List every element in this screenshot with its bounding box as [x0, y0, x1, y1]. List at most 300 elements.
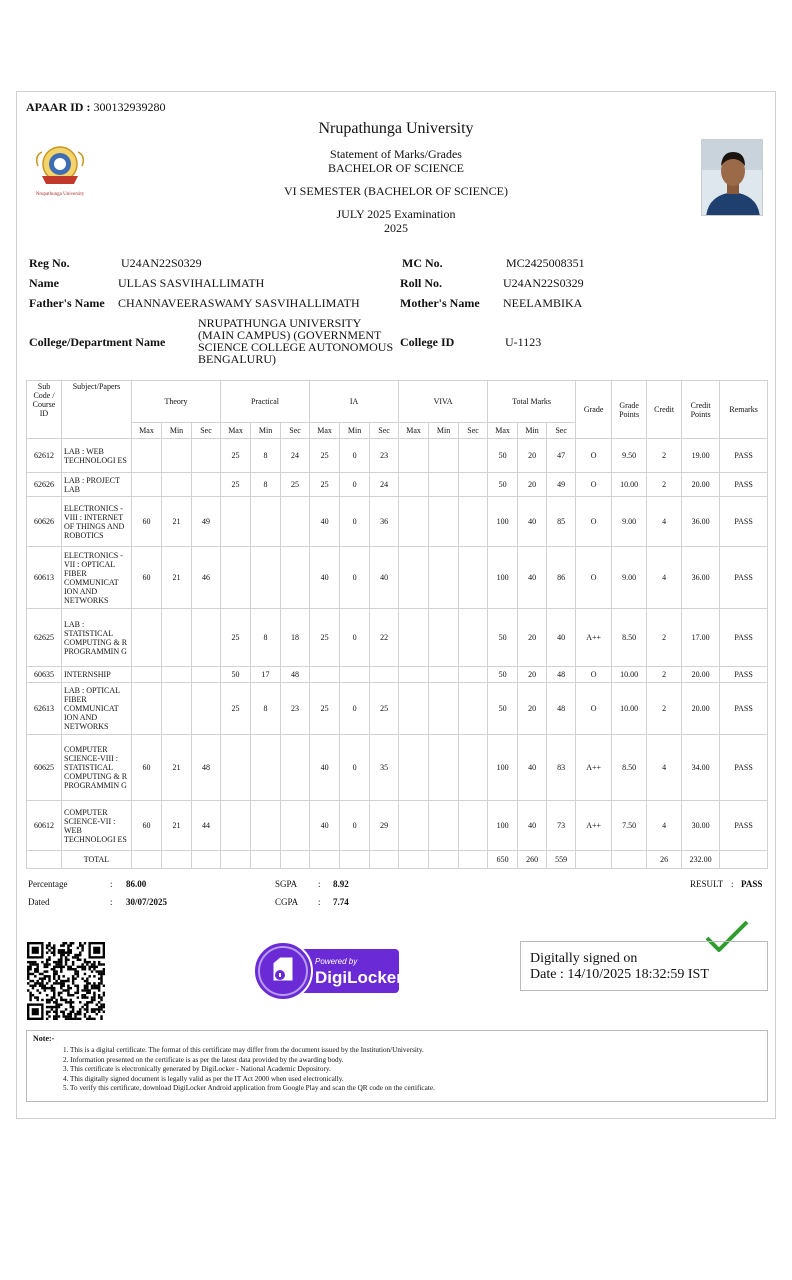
statement-title: Statement of Marks/Grades	[330, 147, 462, 161]
note-item: 5. To verify this certificate, download DigiLocker Android application from Google Play and scan the QR code on the certificate.	[63, 1084, 435, 1092]
cell-pr-cell: 25	[221, 473, 251, 497]
cell-ia-cell: 25	[370, 683, 399, 735]
apaar-value: 300132939280	[93, 100, 166, 114]
subheader-max: Max	[310, 423, 340, 439]
cell-ia-cell: 40	[370, 547, 399, 609]
reg-no-label: Reg No.	[29, 256, 70, 270]
cell-vv-cell	[429, 473, 459, 497]
exam-year: 2025	[384, 221, 408, 235]
cell-vv-cell	[459, 667, 488, 683]
cell-empty	[340, 851, 370, 869]
degree-name: BACHELOR OF SCIENCE	[327, 161, 464, 175]
cell-ia-cell: 40	[310, 547, 340, 609]
cell-th-cell	[132, 667, 162, 683]
digilocker-powered-by: Powered by	[315, 957, 358, 966]
cell-vv-cell	[399, 735, 429, 801]
digital-signature-box	[520, 941, 768, 991]
name-label: Name	[29, 276, 59, 290]
cell-subject: COMPUTER SCIENCE-VII : WEB TECHNOLOGI ES	[62, 801, 132, 851]
cell-th-cell	[132, 683, 162, 735]
cell-code: 60635	[27, 667, 62, 683]
cell-subject: ELECTRONICS -VII : OPTICAL FIBER COMMUNICAT ION AND NETWORKS	[62, 547, 132, 609]
cell-empty	[576, 851, 612, 869]
subheader-min: Min	[429, 423, 459, 439]
cell-grade-points: 9.00	[612, 497, 647, 547]
subheader-min: Min	[518, 423, 547, 439]
cell-credit: 4	[647, 735, 682, 801]
signature-date: Date : 14/10/2025 18:32:59 IST	[530, 967, 709, 982]
cell-th-cell	[132, 473, 162, 497]
note-item: 3. This certificate is electronically generated by DigiLocker - National Academic Depository.	[63, 1065, 331, 1073]
total-credit: 26	[647, 851, 682, 869]
cell-th-cell: 60	[132, 547, 162, 609]
practical-header: Practical	[221, 381, 310, 423]
note-item: 2. Information presented on the certificate is as per the latest data provided by the awarding body.	[63, 1055, 344, 1064]
grade-points-header: Grade Points	[612, 381, 647, 439]
cell-tot-cell: 20	[518, 667, 547, 683]
cell-ia-cell	[370, 667, 399, 683]
cell-vv-cell	[459, 547, 488, 609]
subheader-sec: Sec	[547, 423, 576, 439]
cell-empty	[459, 851, 488, 869]
subheader-max: Max	[132, 423, 162, 439]
table-row	[27, 667, 768, 683]
cell-credit-points: 20.00	[682, 473, 720, 497]
cell-pr-cell	[251, 497, 281, 547]
cell-empty	[399, 851, 429, 869]
cell-vv-cell	[399, 497, 429, 547]
theory-header: Theory	[132, 381, 221, 423]
svg-text:Nrupathunga University: Nrupathunga University	[35, 192, 85, 197]
cell-tot-cell: 40	[518, 547, 547, 609]
cell-ia-cell: 25	[310, 473, 340, 497]
cell-subject: LAB : OPTICAL FIBER COMMUNICAT ION AND NETWORKS	[62, 683, 132, 735]
sgpa-label: SGPA	[275, 879, 298, 889]
cell-credit-points: 36.00	[682, 547, 720, 609]
cell-subject: LAB : PROJECT LAB	[62, 473, 132, 497]
cell-th-cell	[162, 473, 192, 497]
cell-tot-cell: 100	[488, 497, 518, 547]
college-id-label: College ID	[400, 335, 455, 349]
notes-title: Note:-	[33, 1034, 55, 1043]
cell-th-cell: 46	[192, 547, 221, 609]
viva-header: VIVA	[399, 381, 488, 423]
cell-ia-cell: 0	[340, 683, 370, 735]
cell-th-cell	[162, 609, 192, 667]
subheader-min: Min	[340, 423, 370, 439]
cell-ia-cell: 0	[340, 497, 370, 547]
cell-grade: A++	[576, 735, 612, 801]
subheader-max: Max	[399, 423, 429, 439]
cell-vv-cell	[429, 735, 459, 801]
cell-pr-cell	[221, 801, 251, 851]
total-min: 260	[518, 851, 547, 869]
cell-grade-points: 9.50	[612, 439, 647, 473]
cell-pr-cell: 8	[251, 473, 281, 497]
cell-tot-cell: 20	[518, 439, 547, 473]
cell-tot-cell: 48	[547, 683, 576, 735]
cell-tot-cell: 20	[518, 683, 547, 735]
cell-vv-cell	[459, 439, 488, 473]
marks-table	[26, 380, 768, 869]
cell-ia-cell: 25	[310, 683, 340, 735]
cell-ia-cell: 0	[340, 547, 370, 609]
cell-vv-cell	[459, 735, 488, 801]
university-name: Nrupathunga University	[318, 120, 474, 137]
cell-vv-cell	[399, 609, 429, 667]
cell-vv-cell	[429, 609, 459, 667]
cell-grade-points: 9.00	[612, 547, 647, 609]
cell-remarks: PASS	[720, 439, 768, 473]
cell-ia-cell: 23	[370, 439, 399, 473]
cell-th-cell: 60	[132, 801, 162, 851]
cell-empty	[251, 851, 281, 869]
table-row	[27, 497, 768, 547]
cell-ia-cell: 40	[310, 497, 340, 547]
roll-no-label: Roll No.	[400, 276, 442, 290]
cell-tot-cell: 20	[518, 473, 547, 497]
apaar-label: APAAR ID :	[26, 100, 91, 114]
cell-vv-cell	[459, 497, 488, 547]
cell-grade: O	[576, 683, 612, 735]
cgpa-value: 7.74	[333, 897, 349, 907]
qr-code[interactable]	[27, 942, 105, 1020]
total-max: 650	[488, 851, 518, 869]
remarks-header: Remarks	[720, 381, 768, 439]
cell-code: 60626	[27, 497, 62, 547]
cell-pr-cell: 24	[281, 439, 310, 473]
cell-grade: O	[576, 497, 612, 547]
credit-header: Credit	[647, 381, 682, 439]
college-value: NRUPATHUNGA UNIVERSITY (MAIN CAMPUS) (GOVERNMENT SCIENCE COLLEGE AUTONOMOUS BENGALURU)	[198, 316, 394, 366]
cell-empty	[132, 851, 162, 869]
cell-code: 62625	[27, 609, 62, 667]
cell-code: 62613	[27, 683, 62, 735]
cell-th-cell	[162, 667, 192, 683]
father-name-label: Father's Name	[29, 296, 105, 310]
cell-tot-cell: 50	[488, 667, 518, 683]
sgpa-value: 8.92	[333, 879, 349, 889]
cell-ia-cell	[310, 667, 340, 683]
cell-grade-points: 7.50	[612, 801, 647, 851]
cell-pr-cell	[221, 547, 251, 609]
cell-tot-cell: 49	[547, 473, 576, 497]
cell-pr-cell	[251, 801, 281, 851]
semester-name: VI SEMESTER (BACHELOR OF SCIENCE)	[283, 184, 508, 198]
cell-grade-points: 10.00	[612, 667, 647, 683]
table-row	[27, 609, 768, 667]
cell-pr-cell	[281, 547, 310, 609]
cell-pr-cell	[221, 735, 251, 801]
cell-pr-cell: 25	[221, 683, 251, 735]
cell-vv-cell	[399, 473, 429, 497]
cell-tot-cell: 20	[518, 609, 547, 667]
cell-empty	[720, 851, 768, 869]
subject-header: Subject/Papers	[62, 381, 132, 439]
cell-th-cell	[192, 473, 221, 497]
college-id-value: U-1123	[505, 335, 542, 349]
cell-pr-cell: 17	[251, 667, 281, 683]
subheader-min: Min	[251, 423, 281, 439]
cell-tot-cell: 50	[488, 683, 518, 735]
sub-code-header: Sub Code / Course ID	[27, 381, 62, 439]
cell-credit-points: 20.00	[682, 667, 720, 683]
cell-ia-cell: 0	[340, 439, 370, 473]
cell-grade-points: 8.50	[612, 735, 647, 801]
table-row	[27, 683, 768, 735]
college-label: College/Department Name	[29, 335, 166, 349]
dated-label: Dated	[28, 897, 50, 907]
cell-tot-cell: 100	[488, 801, 518, 851]
cell-remarks: PASS	[720, 547, 768, 609]
cell-subject: INTERNSHIP	[62, 667, 132, 683]
cell-ia-cell: 0	[340, 609, 370, 667]
cell-remarks: PASS	[720, 683, 768, 735]
cell-grade: A++	[576, 609, 612, 667]
table-row	[27, 735, 768, 801]
cell-ia-cell: 25	[310, 609, 340, 667]
cell-vv-cell	[429, 683, 459, 735]
note-item: 4. This digitally signed document is legally valid as per the IT Act 2000 when used electronically.	[63, 1074, 344, 1083]
subheader-min: Min	[162, 423, 192, 439]
cell-vv-cell	[399, 683, 429, 735]
cell-subject: COMPUTER SCIENCE-VIII : STATISTICAL COMPUTING & R PROGRAMMIN G	[62, 735, 132, 801]
university-heading	[250, 120, 542, 235]
name-value: ULLAS SASVIHALLIMATH	[118, 276, 265, 290]
cell-vv-cell	[429, 547, 459, 609]
cell-th-cell	[162, 439, 192, 473]
cell-ia-cell: 0	[340, 473, 370, 497]
cell-empty	[310, 851, 340, 869]
cell-th-cell: 60	[132, 497, 162, 547]
subheader-sec: Sec	[281, 423, 310, 439]
cell-tot-cell: 86	[547, 547, 576, 609]
cell-code: 62626	[27, 473, 62, 497]
cell-vv-cell	[429, 497, 459, 547]
cell-ia-cell: 29	[370, 801, 399, 851]
cell-pr-cell: 8	[251, 439, 281, 473]
cell-pr-cell: 50	[221, 667, 251, 683]
cell-th-cell: 21	[162, 801, 192, 851]
cell-subject: LAB : STATISTICAL COMPUTING & R PROGRAMMIN G	[62, 609, 132, 667]
cell-remarks: PASS	[720, 473, 768, 497]
cell-th-cell: 21	[162, 735, 192, 801]
mother-name-label: Mother's Name	[400, 296, 480, 310]
cell-credit: 2	[647, 439, 682, 473]
cell-credit-points: 36.00	[682, 497, 720, 547]
cell-pr-cell: 8	[251, 683, 281, 735]
cell-ia-cell: 36	[370, 497, 399, 547]
cell-empty	[192, 851, 221, 869]
mc-no-label: MC No.	[402, 256, 443, 270]
cell-vv-cell	[459, 473, 488, 497]
cell-pr-cell: 18	[281, 609, 310, 667]
cell-vv-cell	[399, 801, 429, 851]
cell-tot-cell: 73	[547, 801, 576, 851]
cell-tot-cell: 40	[518, 735, 547, 801]
table-row	[27, 439, 768, 473]
cell-ia-cell: 0	[340, 735, 370, 801]
cell-credit: 2	[647, 609, 682, 667]
cell-tot-cell: 50	[488, 473, 518, 497]
cell-empty	[612, 851, 647, 869]
cell-remarks: PASS	[720, 497, 768, 547]
total-marks-header: Total Marks	[488, 381, 576, 423]
cell-code: 60612	[27, 801, 62, 851]
cell-remarks: PASS	[720, 609, 768, 667]
total-sec: 559	[547, 851, 576, 869]
cell-credit: 4	[647, 547, 682, 609]
cell-ia-cell: 35	[370, 735, 399, 801]
cell-subject: LAB : WEB TECHNOLOGI ES	[62, 439, 132, 473]
cell-pr-cell: 8	[251, 609, 281, 667]
cell-remarks: PASS	[720, 735, 768, 801]
digilocker-badge	[253, 941, 401, 1001]
cell-th-cell: 21	[162, 547, 192, 609]
cell-th-cell: 48	[192, 735, 221, 801]
cell-th-cell	[192, 609, 221, 667]
cell-vv-cell	[429, 667, 459, 683]
cell-ia-cell: 40	[310, 735, 340, 801]
cell-remarks: PASS	[720, 801, 768, 851]
cell-grade: O	[576, 473, 612, 497]
cell-credit: 2	[647, 683, 682, 735]
cell-tot-cell: 100	[488, 547, 518, 609]
notes-section	[26, 1030, 768, 1102]
cell-credit-points: 34.00	[682, 735, 720, 801]
subheader-sec: Sec	[459, 423, 488, 439]
cell-pr-cell	[281, 801, 310, 851]
cell-tot-cell: 100	[488, 735, 518, 801]
total-row	[27, 851, 768, 869]
total-credit-points: 232.00	[682, 851, 720, 869]
cell-th-cell: 60	[132, 735, 162, 801]
father-name-value: CHANNAVEERASWAMY SASVIHALLIMATH	[118, 296, 360, 310]
cell-credit-points: 20.00	[682, 683, 720, 735]
subheader-max: Max	[488, 423, 518, 439]
cell-empty	[221, 851, 251, 869]
percentage-label: Percentage	[28, 879, 68, 889]
mother-name-value: NEELAMBIKA	[503, 296, 583, 310]
cell-grade: O	[576, 667, 612, 683]
cell-tot-cell: 40	[547, 609, 576, 667]
cell-vv-cell	[429, 439, 459, 473]
cell-th-cell	[132, 439, 162, 473]
university-logo	[28, 142, 92, 202]
digilocker-brand: DigiLocker	[315, 968, 401, 987]
cell-th-cell	[162, 683, 192, 735]
note-item: 1. This is a digital certificate. The format of this certificate may differ from the document issued by the Institution/University.	[63, 1046, 424, 1054]
cell-th-cell	[192, 667, 221, 683]
ia-header: IA	[310, 381, 399, 423]
dated-value: 30/07/2025	[126, 897, 168, 907]
cell-pr-cell: 23	[281, 683, 310, 735]
cell-credit-points: 17.00	[682, 609, 720, 667]
reg-no-value: U24AN22S0329	[121, 256, 202, 270]
cell-grade: O	[576, 547, 612, 609]
cell-vv-cell	[429, 801, 459, 851]
table-row	[27, 801, 768, 851]
subheader-max: Max	[221, 423, 251, 439]
result-label: RESULT	[690, 879, 724, 889]
roll-no-value: U24AN22S0329	[503, 276, 584, 290]
cell-th-cell	[192, 683, 221, 735]
cell-tot-cell: 40	[518, 497, 547, 547]
result-value: PASS	[741, 879, 763, 889]
cell-th-cell	[132, 609, 162, 667]
cell-empty	[281, 851, 310, 869]
cell-vv-cell	[399, 667, 429, 683]
credit-points-header: Credit Points	[682, 381, 720, 439]
cell-grade-points: 8.50	[612, 609, 647, 667]
cell-credit: 2	[647, 473, 682, 497]
cell-remarks: PASS	[720, 667, 768, 683]
cell-grade: O	[576, 439, 612, 473]
cell-ia-cell: 25	[310, 439, 340, 473]
cell-ia-cell	[340, 667, 370, 683]
grade-header: Grade	[576, 381, 612, 439]
cell-tot-cell: 47	[547, 439, 576, 473]
cell-code: 60625	[27, 735, 62, 801]
percentage-value: 86.00	[126, 879, 147, 889]
cell-subject: ELECTRONICS -VIII : INTERNET OF THINGS AND ROBOTICS	[62, 497, 132, 547]
cell-th-cell: 44	[192, 801, 221, 851]
cell-pr-cell: 25	[281, 473, 310, 497]
cgpa-label: CGPA	[275, 897, 299, 907]
table-row	[27, 473, 768, 497]
cell-tot-cell: 50	[488, 609, 518, 667]
cell-tot-cell: 85	[547, 497, 576, 547]
cell-ia-cell: 0	[340, 801, 370, 851]
cell-pr-cell	[251, 547, 281, 609]
cell-pr-cell: 25	[221, 439, 251, 473]
cell-credit: 2	[647, 667, 682, 683]
cell-code: 60613	[27, 547, 62, 609]
cell-grade-points: 10.00	[612, 683, 647, 735]
cell-code: 62612	[27, 439, 62, 473]
cell-vv-cell	[459, 609, 488, 667]
apaar-id	[26, 100, 165, 115]
subheader-sec: Sec	[370, 423, 399, 439]
notes-list	[63, 1046, 435, 1094]
cell-grade-points: 10.00	[612, 473, 647, 497]
cell-credit: 4	[647, 801, 682, 851]
subheader-sec: Sec	[192, 423, 221, 439]
cell-th-cell	[192, 439, 221, 473]
cell-th-cell: 21	[162, 497, 192, 547]
cell-empty	[27, 851, 62, 869]
signature-line1: Digitally signed on	[530, 951, 638, 966]
student-photo	[701, 139, 763, 216]
cell-ia-cell: 40	[310, 801, 340, 851]
cell-pr-cell: 25	[221, 609, 251, 667]
cell-pr-cell	[251, 735, 281, 801]
table-row	[27, 547, 768, 609]
cell-vv-cell	[399, 547, 429, 609]
cell-grade: A++	[576, 801, 612, 851]
total-label: TOTAL	[62, 851, 132, 869]
cell-credit: 4	[647, 497, 682, 547]
exam-name: JULY 2025 Examination	[336, 207, 456, 221]
cell-tot-cell: 40	[518, 801, 547, 851]
cell-ia-cell: 22	[370, 609, 399, 667]
cell-pr-cell: 48	[281, 667, 310, 683]
cell-vv-cell	[459, 801, 488, 851]
cell-credit-points: 30.00	[682, 801, 720, 851]
cell-tot-cell: 48	[547, 667, 576, 683]
cell-vv-cell	[459, 683, 488, 735]
cell-ia-cell: 24	[370, 473, 399, 497]
